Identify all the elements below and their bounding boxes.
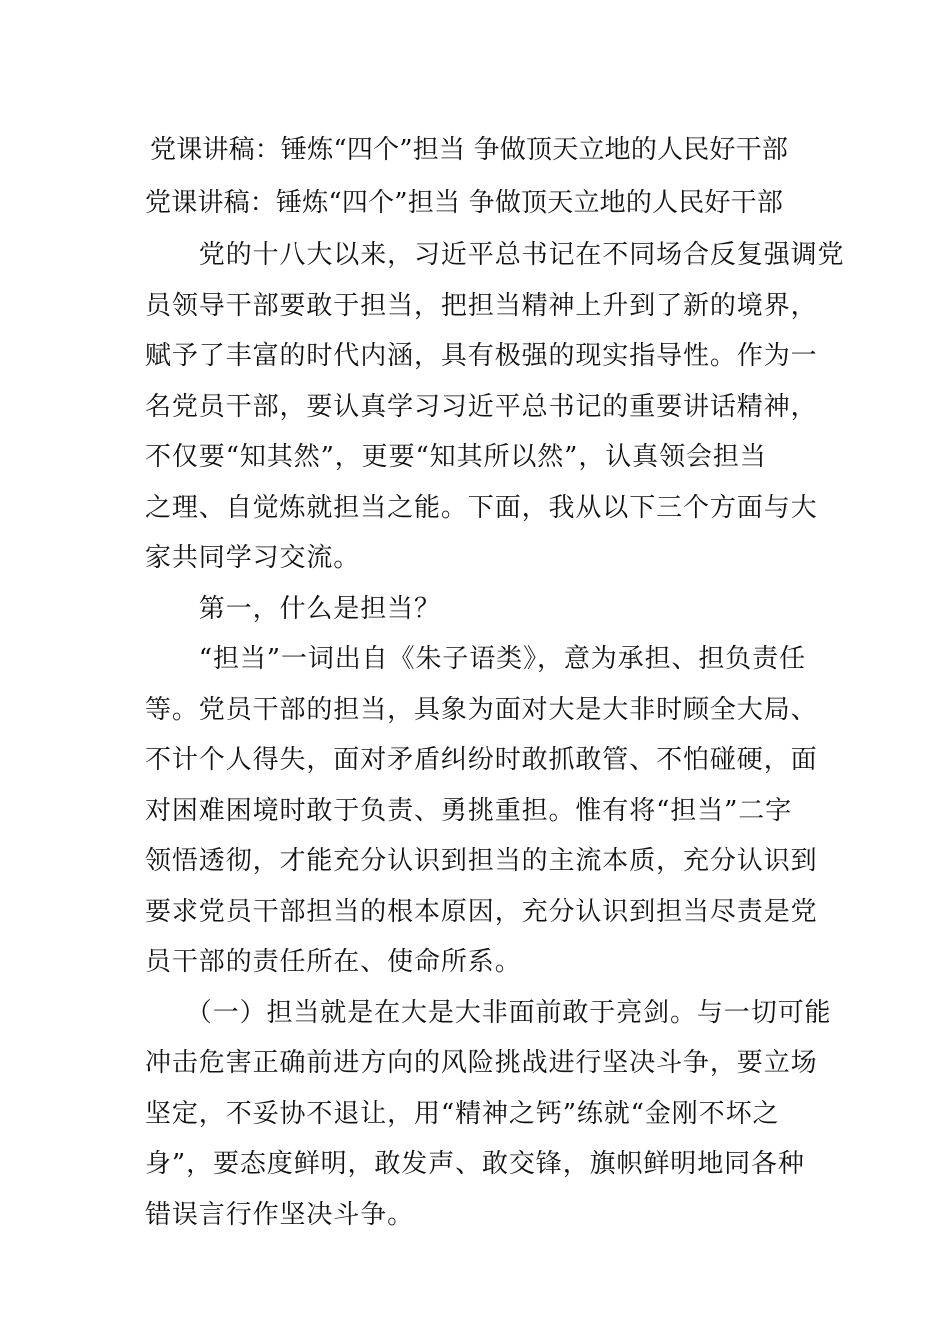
paragraph-line: 冲击危害正确前进方向的风险挑战进行坚决斗争，要立场 [145,1048,818,1078]
paragraph-line: （一）担当就是在大是大非面前敢于亮剑。与一切可能 [145,998,832,1028]
paragraph-line: 要求党员干部担当的根本原因，充分认识到担当尽责是党 [145,897,818,927]
paragraph-line: 错误言行作坚决斗争。 [145,1200,415,1230]
paragraph-line: “担当”一词出自《朱子语类》，意为承担、担负责任 [145,644,806,674]
title-line-1: 党课讲稿：锤炼“四个”担当 争做顶天立地的人民好干部 [150,135,789,165]
paragraph-line: 党的十八大以来，习近平总书记在不同场合反复强调党 [145,240,845,270]
title-line-2: 党课讲稿：锤炼“四个”担当 争做顶天立地的人民好干部 [145,188,784,218]
paragraph-line: 之理、自觉炼就担当之能。下面，我从以下三个方面与大 [145,493,818,523]
paragraph-line: 不仅要“知其然”，更要“知其所以然”，认真领会担当 [145,442,767,472]
paragraph-line: 对困难困境时敢于负责、勇挑重担。惟有将“担当”二字 [145,796,793,826]
section-heading: 第一，什么是担当？ [145,594,441,624]
paragraph-line: 赋予了丰富的时代内涵，具有极强的现实指导性。作为一 [145,341,818,371]
paragraph-line: 名党员干部，要认真学习习近平总书记的重要讲话精神， [145,392,818,422]
paragraph-line: 坚定，不妥协不退让，用“精神之钙”练就“金刚不坏之 [145,1099,780,1129]
paragraph-line: 等。党员干部的担当，具象为面对大是大非时顾全大局、 [145,695,818,725]
paragraph-line: 身”，要态度鲜明，敢发声、敢交锋，旗帜鲜明地同各种 [145,1149,805,1179]
paragraph-line: 领悟透彻，才能充分认识到担当的主流本质，充分认识到 [145,846,818,876]
paragraph-line: 家共同学习交流。 [145,543,361,573]
paragraph-line: 员领导干部要敢于担当，把担当精神上升到了新的境界， [145,291,818,321]
paragraph-line: 不计个人得失，面对矛盾纠纷时敢抓敢管、不怕碰硬，面 [145,745,818,775]
paragraph-line: 员干部的责任所在、使命所系。 [145,947,522,977]
